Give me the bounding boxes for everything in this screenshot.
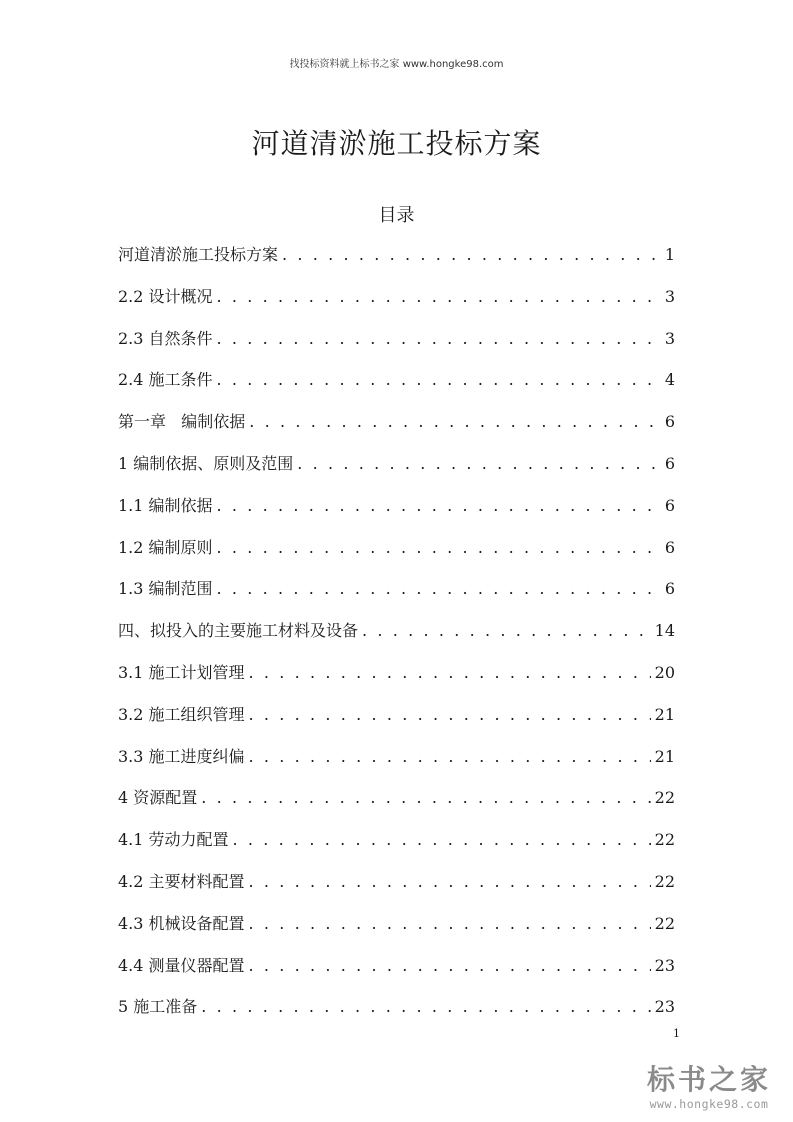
toc-entry-page: 14 (654, 621, 675, 641)
toc-entry-label: 3.2 施工组织管理 (118, 704, 245, 724)
toc-leader-dots (249, 909, 651, 939)
toc-entry-page: 22 (654, 871, 675, 891)
toc-entry-label: 1.2 编制原则 (118, 537, 213, 557)
toc-entry-label: 4.2 主要材料配置 (118, 871, 245, 891)
toc-entry-label: 3.3 施工进度纠偏 (118, 746, 245, 766)
toc-entry-label: 第一章 编制依据 (118, 412, 246, 432)
toc-entry-label: 5 施工准备 (118, 997, 198, 1017)
toc-entry-label: 3.1 施工计划管理 (118, 662, 245, 682)
toc-entry[interactable] (118, 365, 675, 407)
toc-entry-label: 1.3 编制范围 (118, 579, 213, 599)
toc-entry-page: 22 (654, 788, 675, 808)
toc-entry-page: 4 (664, 370, 675, 390)
toc-entry-page: 6 (664, 453, 675, 473)
toc-entry[interactable] (118, 282, 675, 324)
watermark-url: www.hongke98.com (649, 1097, 769, 1111)
toc-entry-page: 21 (654, 704, 675, 724)
toc-entry-page: 6 (664, 412, 675, 432)
toc-entry-label: 1 编制依据、原则及范围 (118, 453, 294, 473)
page-number: 1 (673, 1027, 680, 1040)
toc-entry[interactable] (118, 783, 675, 825)
toc-entry-page: 3 (664, 286, 675, 306)
toc-entry[interactable] (118, 700, 675, 742)
toc-entry-label: 4.3 机械设备配置 (118, 913, 245, 933)
toc-entry-page: 6 (664, 537, 675, 557)
toc-entry[interactable] (118, 867, 675, 909)
toc-entry-page: 22 (654, 830, 675, 850)
toc-leader-dots (201, 783, 650, 813)
toc-entry-page: 3 (664, 328, 675, 348)
toc-entry-label: 河道清淤施工投标方案 (118, 245, 279, 264)
toc-leader-dots (282, 240, 661, 270)
toc-entry-label: 4.1 劳动力配置 (118, 830, 229, 850)
toc-entry-page: 6 (664, 579, 675, 599)
toc-leader-dots (217, 365, 661, 395)
document-title: 河道清淤施工投标方案 (251, 127, 542, 160)
toc-leader-dots (249, 867, 651, 897)
toc-leader-dots (249, 951, 651, 981)
toc-entry-label: 1.1 编制依据 (118, 495, 213, 515)
toc-entry[interactable] (118, 742, 675, 784)
toc-entry[interactable] (118, 324, 675, 366)
toc-entry[interactable] (118, 992, 675, 1034)
toc-entry[interactable] (118, 616, 675, 658)
toc-leader-dots (217, 491, 661, 521)
toc-leader-dots (297, 449, 661, 479)
toc-entry-label: 4.4 测量仪器配置 (118, 955, 245, 975)
toc-leader-dots (217, 282, 661, 312)
toc-leader-dots (217, 324, 661, 354)
toc-entry-label: 4 资源配置 (118, 788, 198, 808)
toc-entry-label: 2.2 设计概况 (118, 286, 213, 306)
watermark-logo (630, 1063, 788, 1111)
toc-entry[interactable] (118, 240, 675, 282)
toc-leader-dots (249, 700, 651, 730)
toc-entry[interactable] (118, 491, 675, 533)
toc-entry[interactable] (118, 533, 675, 575)
toc-leader-dots (217, 574, 661, 604)
toc-leader-dots (249, 407, 661, 437)
toc-heading: 目录 (378, 205, 415, 226)
toc-entry[interactable] (118, 658, 675, 700)
toc-entry-page: 21 (654, 746, 675, 766)
toc-entry[interactable] (118, 909, 675, 951)
toc-entry-label: 四、拟投入的主要施工材料及设备 (118, 621, 359, 641)
toc-leader-dots (362, 616, 651, 646)
toc-leader-dots (233, 825, 651, 855)
toc-entry[interactable] (118, 449, 675, 491)
toc-entry-page: 20 (654, 662, 675, 682)
toc-entry-page: 23 (654, 955, 675, 975)
table-of-contents (118, 240, 675, 1034)
page-header: 找投标资料就上标书之家 www.hongke98.com (289, 59, 504, 70)
toc-entry[interactable] (118, 951, 675, 993)
toc-entry-page: 23 (654, 997, 675, 1017)
toc-leader-dots (201, 992, 650, 1022)
toc-leader-dots (217, 533, 661, 563)
toc-leader-dots (249, 658, 651, 688)
toc-entry[interactable] (118, 407, 675, 449)
toc-entry[interactable] (118, 574, 675, 616)
toc-entry-page: 1 (664, 245, 675, 264)
toc-entry-page: 6 (664, 495, 675, 515)
toc-entry[interactable] (118, 825, 675, 867)
toc-leader-dots (249, 742, 651, 772)
toc-entry-label: 2.4 施工条件 (118, 370, 213, 390)
toc-entry-page: 22 (654, 913, 675, 933)
watermark-brand: 标书之家 (646, 1063, 771, 1096)
toc-entry-label: 2.3 自然条件 (118, 328, 213, 348)
